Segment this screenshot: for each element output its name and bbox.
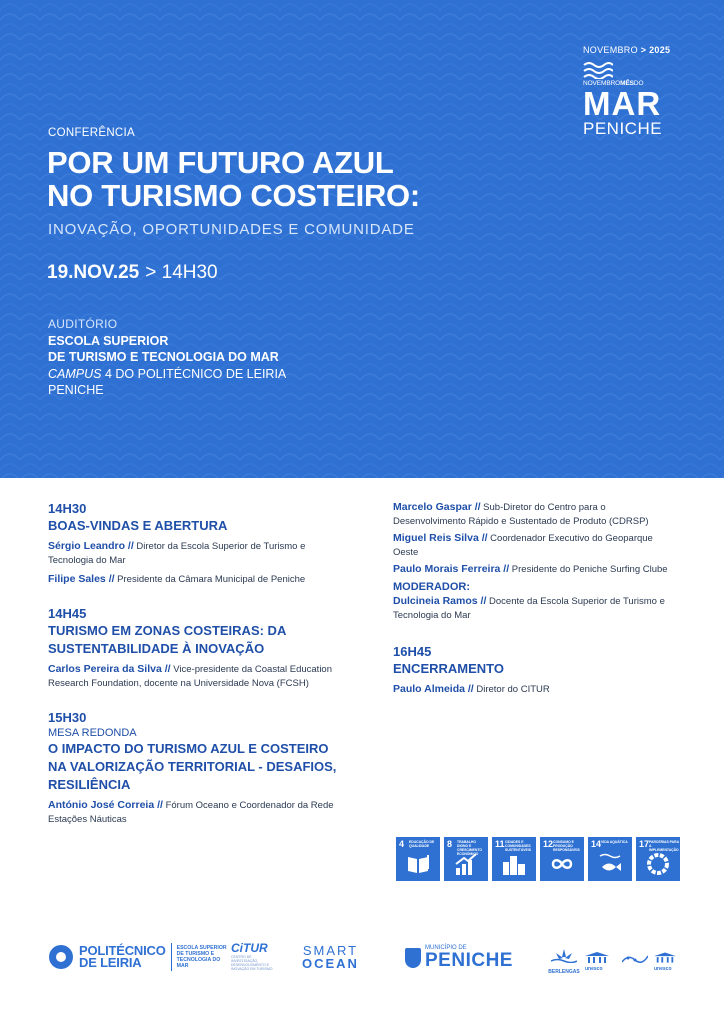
geopark-icon [622,952,648,964]
sdg-label: CIDADES E COMUNIDADES SUSTENTÁVEIS [505,840,531,852]
event-title-line1: POR UM FUTURO AZUL [47,145,394,180]
venue-line1: ESCOLA SUPERIOR [48,333,169,348]
berlengas-name: BERLENGAS [548,969,580,975]
block-time: 14H30 [48,501,87,516]
speaker-name: Sérgio Leandro // [48,540,134,552]
speaker-role: Docente da Escola Superior de Turismo e Tecnologia do Mar [393,596,665,621]
event-date: 19.NOV.25 [47,262,140,283]
brand-tagline-c: DO [633,80,644,87]
venue-line2: DE TURISMO E TECNOLOGIA DO MAR [48,350,279,364]
sdg-label: EDUCAÇÃO DE QUALIDADE [409,840,435,848]
block-note: MESA REDONDA [48,727,137,739]
politecnico-school: ESCOLA SUPERIOR DE TURISMO E TECNOLOGIA DO MAR [176,945,227,969]
speaker-role: Diretor do CITUR [473,684,550,695]
brand-date-sep: > [640,45,647,55]
speaker [393,531,673,560]
event-datetime [47,262,218,284]
event-title-line2: NO TURISMO COSTEIRO: [47,178,420,213]
citur-name: CiTUR [231,941,268,955]
speaker [393,500,673,529]
speaker-role: Presidente do Peniche Surfing Clube [509,564,668,575]
sdg-number: 17 [639,839,650,849]
unesco-temple-icon [585,952,609,964]
venue-line3 [48,366,286,383]
politecnico-line2: DE LEIRIA [79,955,142,970]
brand-month: NOVEMBRO [583,45,638,55]
speaker [48,572,338,587]
brand-town: PENICHE [583,119,663,138]
speaker-name: Paulo Morais Ferreira // [393,563,510,575]
speaker-role: Diretor da Escola Superior de Turismo e Tecnologia do Mar [48,541,306,566]
growth-chart-icon [454,852,478,876]
sdg-label: TRABALHO DIGNO E CRESCIMENTO ECONÓMICO [457,840,482,856]
unesco-label-2: unesco [654,966,672,972]
partnership-wheel-icon [646,852,670,876]
partner-logos [0,935,724,985]
politecnico-line1: POLITÉCNICO [79,943,166,958]
smart-ocean-line2: OCEAN [302,956,359,971]
speaker [393,682,673,697]
sdg-number: 14 [591,839,602,849]
speaker-role: Sub-Diretor do Centro para o Desenvolvimento Rápido e Sustentado de Produto (CDRSP) [393,502,649,527]
geopark-logo [622,952,648,966]
venue-block [48,316,286,399]
speaker-name: Paulo Almeida // [393,683,474,695]
venue-campus-rest: 4 DO POLITÉCNICO DE LEIRIA [101,366,287,381]
moderator [393,594,673,623]
sdg-number: 4 [399,839,405,849]
politecnico-leiria-logo [49,943,231,971]
unesco-label-1: unesco [585,966,603,972]
speaker-name: Marcelo Gaspar // [393,501,481,513]
brand-date [583,45,693,55]
speaker [48,539,338,568]
speaker-name: Filipe Sales // [48,573,115,585]
logo-divider [171,943,172,971]
sdg-number: 8 [447,839,453,849]
program-block-opening [48,500,338,587]
sdg-tile-4 [396,837,440,881]
peniche-crest-icon [405,948,421,968]
sdg-label: VIDA AQUÁTICA [601,840,628,844]
smart-ocean-line1: SMART [302,943,359,958]
hero-banner [0,0,724,478]
waves-icon [583,61,613,79]
city-icon [502,852,526,876]
event-kicker: CONFERÊNCIA [48,127,136,139]
sdg-tile-14 [588,837,632,881]
block-time: 16H45 [393,644,432,659]
unesco-logo-2 [654,952,676,972]
block-time: 15H30 [48,710,87,725]
speaker-role: Presidente da Câmara Municipal de Peniche [114,574,306,585]
speaker-role: Vice-presidente da Coastal Education Research Foundation, docente na Universidade Nova (FCSH) [48,664,333,689]
book-icon [406,852,430,876]
program-left-column [48,500,338,845]
sdg-goals [396,837,680,881]
speaker [393,562,673,577]
unesco-temple-icon [654,952,676,964]
infinity-icon [550,852,574,876]
event-title [47,146,420,212]
speaker-name: Carlos Pereira da Silva // [48,663,171,675]
peniche-big: PENICHE [425,950,513,971]
program-right-column [393,500,673,715]
speaker [48,798,338,827]
politecnico-emblem-icon [49,945,73,969]
sdg-number: 11 [495,839,505,849]
berlengas-logo [547,949,581,975]
berlengas-icon [551,949,577,963]
sdg-tile-17 [636,837,680,881]
block-heading: O IMPACTO DO TURISMO AZUL E COSTEIRO NA VALORIZAÇÃO TERRITORIAL - DESAFIOS, RESILIÊNCIA [48,741,337,792]
speaker-name: Miguel Reis Silva // [393,532,488,544]
peniche-small: MUNICÍPIO DE [425,945,467,951]
sdg-number: 12 [543,839,554,849]
program-block-closing [393,643,673,697]
citur-subtitle: CENTRO DE INVESTIGAÇÃO, DESENVOLVIMENTO E INOVAÇÃO EM TURISMO [231,955,273,971]
venue-label: AUDITÓRIO [48,317,118,331]
brand-tagline-a: NOVEMBRO [583,80,621,87]
brand-year: 2025 [649,45,671,55]
smart-ocean-logo [302,943,359,970]
sdg-label: PARCERIAS PARA A IMPLEMENTAÇÃO [649,840,679,852]
speaker-role: Coordenador Executivo do Geoparque Oeste [393,533,653,558]
speaker-role: Fórum Oceano e Coordenador da Rede Estações Náuticas [48,800,334,825]
mes-do-mar-logo [583,45,693,138]
sdg-tile-11 [492,837,536,881]
speaker-name: Dulcineia Ramos // [393,595,487,607]
venue-line4: PENICHE [48,383,104,397]
block-heading: TURISMO EM ZONAS COSTEIRAS: DA SUSTENTABILIDADE À INOVAÇÃO [48,623,286,656]
block-time: 14H45 [48,606,87,621]
moderator-label: MODERADOR: [393,581,470,593]
event-time: > 14H30 [145,262,218,283]
brand-mar: MAR [583,85,662,122]
venue-campus: CAMPUS [48,366,102,381]
block-heading: ENCERRAMENTO [393,661,504,676]
sdg-label: CONSUMO E PRODUÇÃO RESPONSÁVEIS [553,840,580,852]
speaker-name: António José Correia // [48,799,163,811]
block-heading: BOAS-VINDAS E ABERTURA [48,518,228,533]
sdg-tile-12 [540,837,584,881]
program-block-coastal-tourism [48,605,338,691]
fish-icon [598,852,622,876]
brand-tagline-b: MÊS [620,80,634,87]
speaker [48,662,338,691]
politecnico-name [79,945,166,969]
citur-logo [231,941,276,971]
program-block-round-table [48,709,338,827]
event-subtitle: INOVAÇÃO, OPORTUNIDADES E COMUNIDADE [48,221,415,238]
unesco-logo-1 [585,952,609,972]
municipio-peniche-logo [405,945,513,970]
sdg-tile-8 [444,837,488,881]
